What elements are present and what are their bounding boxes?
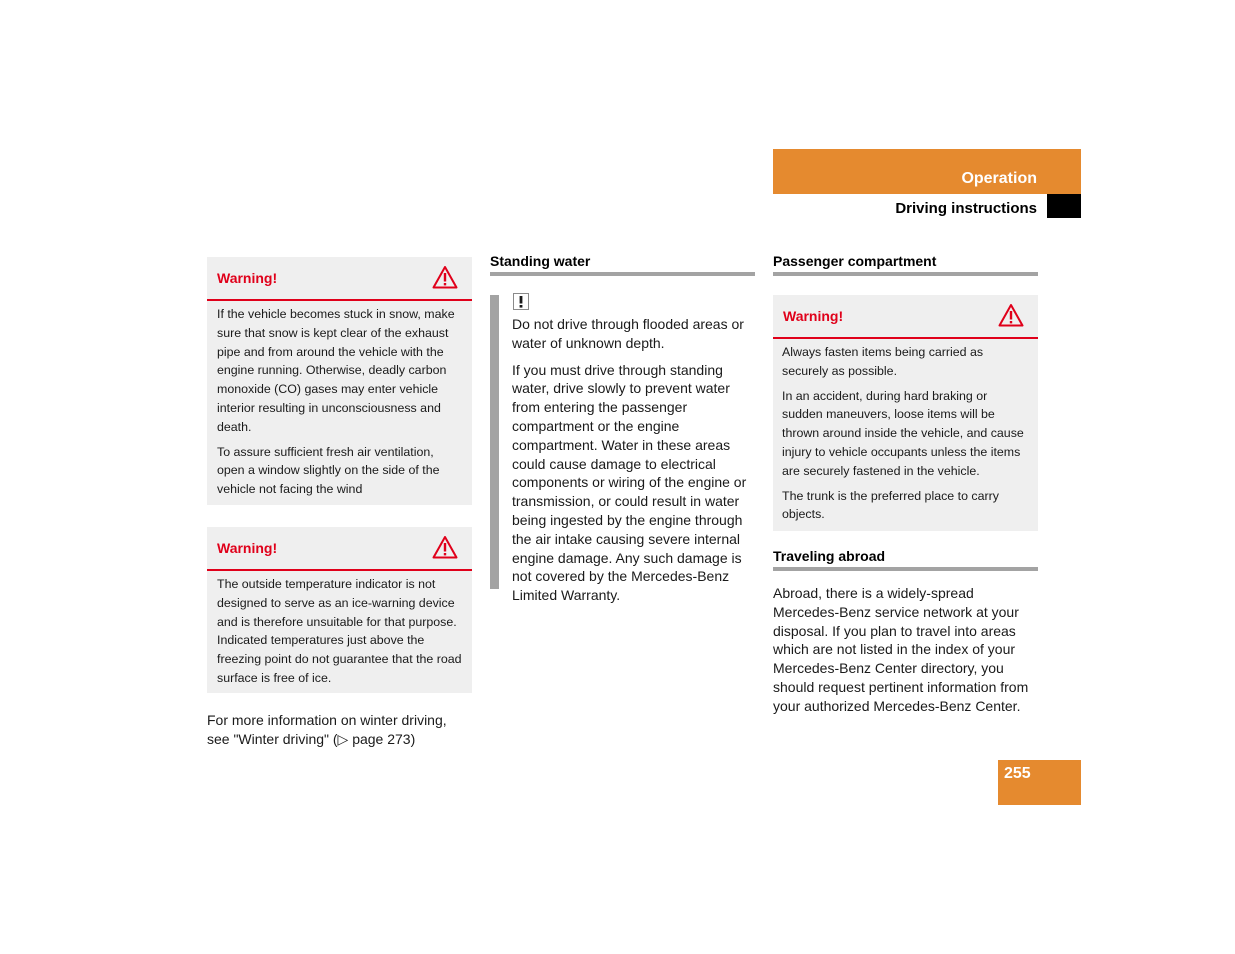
note-paragraph: Do not drive through flooded areas or water of unknown depth.	[512, 316, 744, 351]
warning-box-snow	[207, 257, 472, 505]
note-bar	[490, 295, 499, 589]
warning-paragraph: If the vehicle becomes stuck in snow, make sure that snow is kept clear of the exhaust pipe and from around the vehicle with the engine running. Otherwise, deadly carbon monoxide (CO) gases may enter vehicle interior resulting in unconsciousness and death.	[217, 307, 455, 434]
warning-box-loose-items	[773, 295, 1038, 531]
note-body	[512, 315, 758, 613]
page-number-box	[998, 760, 1081, 805]
heading-passenger-compartment: Passenger compartment	[773, 253, 1038, 276]
warning-header	[773, 295, 1038, 339]
heading-standing-water: Standing water	[490, 253, 755, 276]
subsection-title: Driving instructions	[895, 200, 1037, 217]
warning-body	[207, 301, 472, 505]
warning-body	[773, 339, 1038, 530]
warning-title: Warning!	[217, 270, 278, 286]
warning-body	[207, 571, 472, 694]
heading-traveling-abroad: Traveling abroad	[773, 548, 1038, 571]
warning-triangle-icon	[432, 535, 458, 559]
note-paragraph: If you must drive through standing water, drive slowly to prevent water from entering the passenger compartment or the engine compartment. Water in these areas could cause damage to electrical components or wiring of the engine or transmission, or could result in water being ingested by the engine through the air intake causing severe internal engine damage. Any such damage is not covered by the Mercedes-Benz Limited Warranty.	[512, 361, 747, 604]
subsection-marker	[1047, 194, 1081, 218]
warning-header	[207, 527, 472, 571]
page-number: 255	[1004, 765, 1031, 782]
warning-header	[207, 257, 472, 301]
more-info-text: For more information on winter driving, see "Winter driving" (▷ page 273)	[207, 712, 447, 747]
exclamation-icon	[513, 293, 529, 310]
traveling-abroad-text: Abroad, there is a widely-spread Mercedes-Benz service network at your disposal. If you plan to travel into areas which are not listed in the index of your Mercedes-Benz Center directory, you should request pertinent information from your authorized Mercedes-Benz Center.	[773, 585, 1029, 714]
section-title: Operation	[961, 170, 1037, 187]
warning-paragraph: To assure sufficient fresh air ventilation, open a window slightly on the side of the vehicle not facing the wind	[217, 444, 440, 497]
warning-paragraph: The outside temperature indicator is not designed to serve as an ice-warning device and is therefore unsuitable for that purpose. Indicated temperatures just above the freezing point do not guarantee that the road surface is free of ice.	[217, 577, 462, 685]
warning-paragraph: The trunk is the preferred place to carry objects.	[782, 488, 999, 522]
warning-title: Warning!	[217, 540, 278, 556]
warning-paragraph: Always fasten items being carried as securely as possible.	[782, 345, 984, 378]
warning-triangle-icon	[432, 265, 458, 289]
warning-title: Warning!	[783, 308, 844, 324]
warning-paragraph: In an accident, during hard braking or sudden maneuvers, loose items will be thrown around inside the vehicle, and cause injury to vehicle occupants unless the items are securely fastened in the vehicle.	[782, 388, 1024, 478]
warning-triangle-icon	[998, 303, 1024, 327]
warning-box-temperature	[207, 527, 472, 693]
